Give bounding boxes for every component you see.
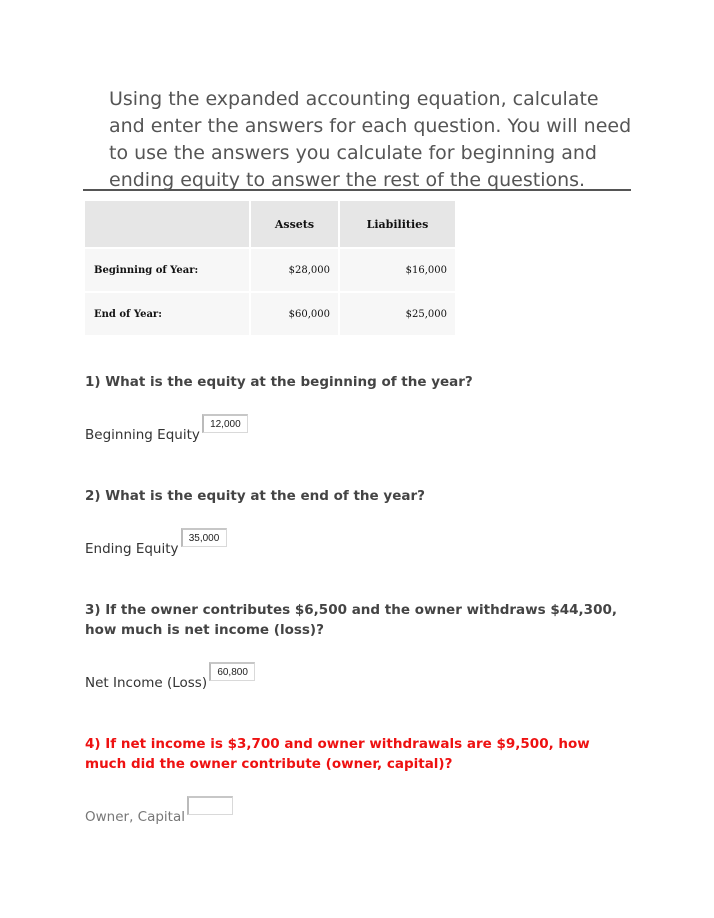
row-liabilities: $25,000	[339, 292, 456, 336]
row-assets: $60,000	[250, 292, 339, 336]
ending-equity-label: Ending Equity	[85, 541, 179, 557]
net-income-label: Net Income (Loss)	[85, 675, 208, 691]
net-income-input[interactable]	[209, 662, 255, 681]
table-header-assets: Assets	[250, 200, 339, 248]
instructions-divider	[83, 189, 631, 191]
owner-capital-label: Owner, Capital	[85, 809, 185, 825]
balance-table	[83, 199, 457, 337]
row-label: End of Year:	[84, 292, 250, 336]
instructions-text: Using the expanded accounting equation, calculate and enter the answers for each question. You will need to use the answers you calculate for beginning and ending equity to answer the rest of the questions.	[109, 88, 632, 191]
beginning-equity-input[interactable]	[202, 414, 248, 433]
question-3-text: 3) If the owner contributes $6,500 and the owner withdraws $44,300, how much is net income (loss)?	[85, 602, 617, 638]
question-4-answer-row	[85, 807, 233, 826]
beginning-equity-label: Beginning Equity	[85, 427, 200, 443]
owner-capital-input[interactable]	[187, 796, 233, 815]
row-liabilities: $16,000	[339, 248, 456, 292]
question-2-text: 2) What is the equity at the end of the year?	[85, 488, 425, 504]
row-assets: $28,000	[250, 248, 339, 292]
ending-equity-input[interactable]	[181, 528, 227, 547]
question-1-answer-row	[85, 425, 248, 444]
table-row	[84, 292, 456, 336]
row-label: Beginning of Year:	[84, 248, 250, 292]
question-1-text: 1) What is the equity at the beginning of the year?	[85, 374, 473, 390]
table-row	[84, 248, 456, 292]
table-header-blank	[84, 200, 250, 248]
table-header-row	[84, 200, 456, 248]
question-4-text: 4) If net income is $3,700 and owner withdrawals are $9,500, how much did the owner contribute (owner, capital)?	[85, 736, 590, 772]
question-3-answer-row	[85, 673, 255, 692]
question-2-answer-row	[85, 539, 227, 558]
table-header-liabilities: Liabilities	[339, 200, 456, 248]
